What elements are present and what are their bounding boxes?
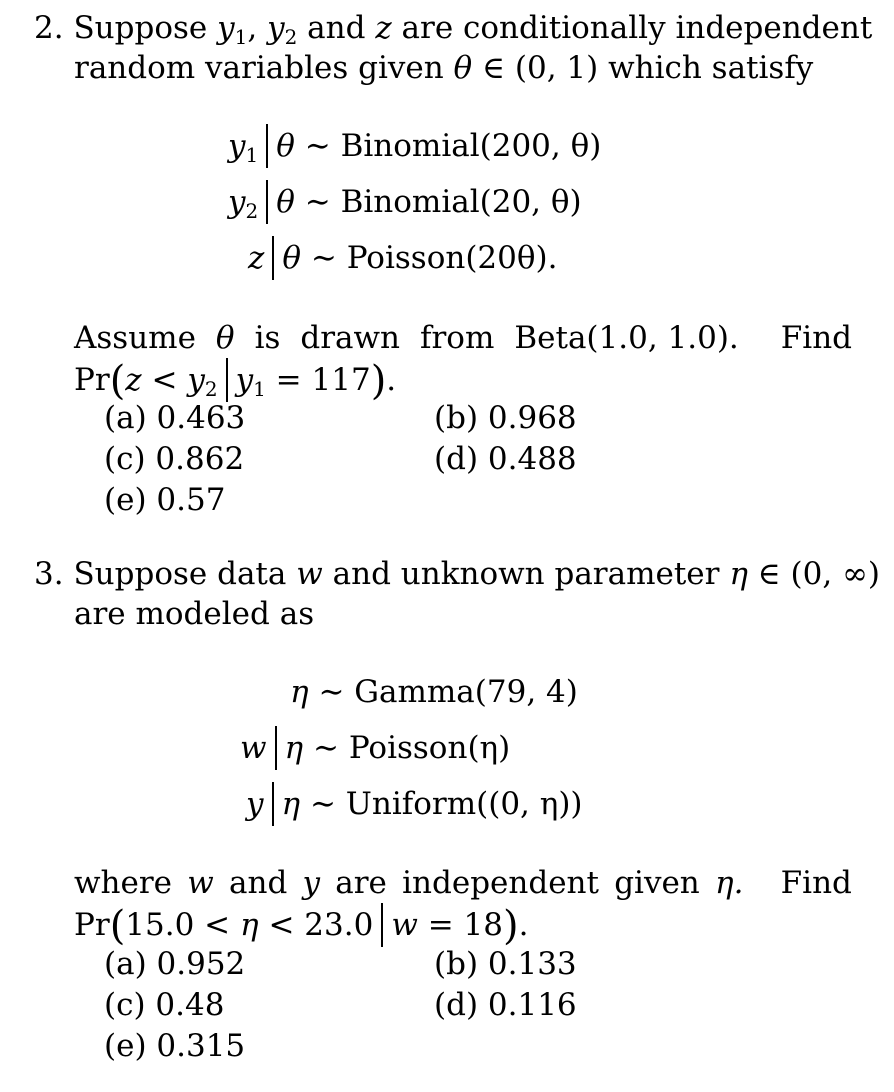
var-eta: η.	[715, 865, 744, 901]
sub: 2	[245, 199, 259, 223]
dot: .	[518, 907, 529, 943]
choice-label: (e)	[104, 482, 147, 518]
word: Beta(1.0, 1.0).	[514, 320, 739, 356]
given-bar	[381, 903, 383, 947]
choice-value: 0.116	[487, 987, 577, 1023]
choice-label: (b)	[434, 400, 479, 436]
choice-e	[104, 1026, 245, 1066]
sub: 1	[245, 143, 259, 167]
choice-label: (c)	[104, 987, 146, 1023]
word: Find	[780, 320, 852, 356]
var-eta: η	[290, 674, 309, 710]
choice-c	[104, 439, 244, 479]
word: Assume	[74, 320, 196, 356]
choice-e	[104, 480, 225, 520]
var-eta: η	[729, 556, 748, 592]
var-y: y	[235, 362, 254, 398]
choice-value: 0.463	[156, 400, 246, 436]
choice-value: 0.48	[155, 987, 225, 1023]
problem-2-assume-line	[74, 318, 852, 358]
var-eta: η	[284, 730, 304, 766]
choice-c	[104, 985, 224, 1025]
op: = 117	[265, 362, 371, 398]
choice-d	[434, 985, 577, 1025]
distribution: ∼ Binomial(20, θ)	[304, 184, 582, 220]
var-eta: η	[240, 907, 259, 943]
choice-value: 0.133	[487, 946, 577, 982]
problem-3-where-line	[74, 863, 852, 903]
distribution: ∼ Poisson(20θ).	[310, 240, 558, 276]
given-bar	[275, 726, 277, 770]
comma: ,	[247, 10, 268, 46]
word: independent	[402, 865, 599, 901]
var-theta: θ	[215, 320, 235, 356]
problem-2-intro-line-2	[74, 48, 813, 88]
given-bar	[272, 236, 274, 280]
var-theta: θ	[282, 240, 302, 276]
text: and	[297, 10, 376, 46]
model-line-3	[246, 780, 583, 828]
text: are conditionally independent	[391, 10, 873, 46]
var-y: y	[228, 184, 246, 220]
problem-number: 3.	[34, 556, 64, 592]
var-y: y	[228, 128, 246, 164]
paren: )	[503, 903, 519, 949]
choice-label: (d)	[434, 441, 479, 477]
text: are modeled as	[74, 596, 315, 632]
choice-value: 0.315	[156, 1028, 246, 1064]
given-bar	[266, 180, 268, 224]
choice-label: (a)	[104, 946, 147, 982]
sub: 2	[204, 377, 218, 401]
distribution: ∼ Gamma(79, 4)	[318, 674, 578, 710]
word: where	[74, 865, 173, 901]
text: ∈ (0, 1) which satisfy	[472, 50, 814, 86]
choice-d	[434, 439, 577, 479]
sub: 2	[284, 25, 298, 49]
choice-label: (b)	[434, 946, 479, 982]
choice-b	[434, 398, 577, 438]
model-line-1	[228, 122, 601, 170]
choice-value: 0.952	[156, 946, 246, 982]
given-bar	[272, 782, 274, 826]
sub: 1	[234, 25, 248, 49]
var-w: w	[240, 730, 267, 766]
word: from	[420, 320, 495, 356]
model-line-2	[240, 724, 510, 772]
choice-label: (d)	[434, 987, 479, 1023]
model-line-2	[228, 178, 582, 226]
text: and unknown parameter	[322, 556, 730, 592]
text: ∈ (0, ∞)	[747, 556, 881, 592]
var-theta: θ	[276, 184, 295, 220]
problem-3-intro-line-1	[34, 554, 880, 594]
choice-label: (a)	[104, 400, 147, 436]
var-y: y	[302, 865, 321, 901]
given-bar	[266, 124, 268, 168]
var-y: y	[217, 10, 235, 46]
distribution: ∼ Binomial(200, θ)	[304, 128, 602, 164]
var-theta: θ	[453, 50, 473, 86]
model-line-3	[248, 234, 557, 282]
paren: (	[109, 903, 126, 949]
op: <	[141, 362, 188, 398]
problem-3-intro-line-2	[74, 594, 314, 634]
var-w: w	[296, 556, 323, 592]
given-bar	[226, 358, 228, 402]
var-y: y	[267, 10, 285, 46]
problem-number: 2.	[34, 10, 64, 46]
var-w: w	[391, 907, 418, 943]
word: Find	[780, 865, 852, 901]
var-theta: θ	[276, 128, 295, 164]
pr: Pr	[74, 362, 110, 398]
word: given	[614, 865, 700, 901]
var-eta: η	[281, 786, 301, 822]
word: are	[335, 865, 387, 901]
bound: 15.0 <	[125, 907, 241, 943]
model-line-1	[290, 668, 578, 716]
bound: < 23.0	[258, 907, 374, 943]
word: and	[229, 865, 288, 901]
word: is	[254, 320, 281, 356]
text: random variables given	[74, 50, 454, 86]
choice-b	[434, 944, 577, 984]
paren: )	[370, 358, 387, 404]
choice-a	[104, 944, 245, 984]
sub: 1	[253, 377, 266, 401]
pr: Pr	[74, 907, 110, 943]
text: Suppose data	[73, 556, 297, 592]
choice-label: (c)	[104, 441, 146, 477]
choice-label: (e)	[104, 1028, 147, 1064]
problem-3-query	[74, 903, 528, 947]
word: drawn	[300, 320, 401, 356]
paren: (	[109, 358, 126, 404]
distribution: ∼ Poisson(η)	[312, 730, 511, 766]
var-y: y	[246, 786, 264, 822]
var-y: y	[187, 362, 205, 398]
choice-a	[104, 398, 245, 438]
text: Suppose	[73, 10, 218, 46]
choice-value: 0.57	[156, 482, 226, 518]
var-z: z	[375, 10, 392, 46]
dot: .	[386, 362, 397, 398]
var-w: w	[187, 865, 214, 901]
var-z: z	[125, 362, 142, 398]
choice-value: 0.968	[487, 400, 577, 436]
choice-value: 0.862	[155, 441, 245, 477]
distribution: ∼ Uniform((0, η))	[309, 786, 583, 822]
var-z: z	[248, 240, 265, 276]
choice-value: 0.488	[487, 441, 577, 477]
op: = 18	[417, 907, 503, 943]
